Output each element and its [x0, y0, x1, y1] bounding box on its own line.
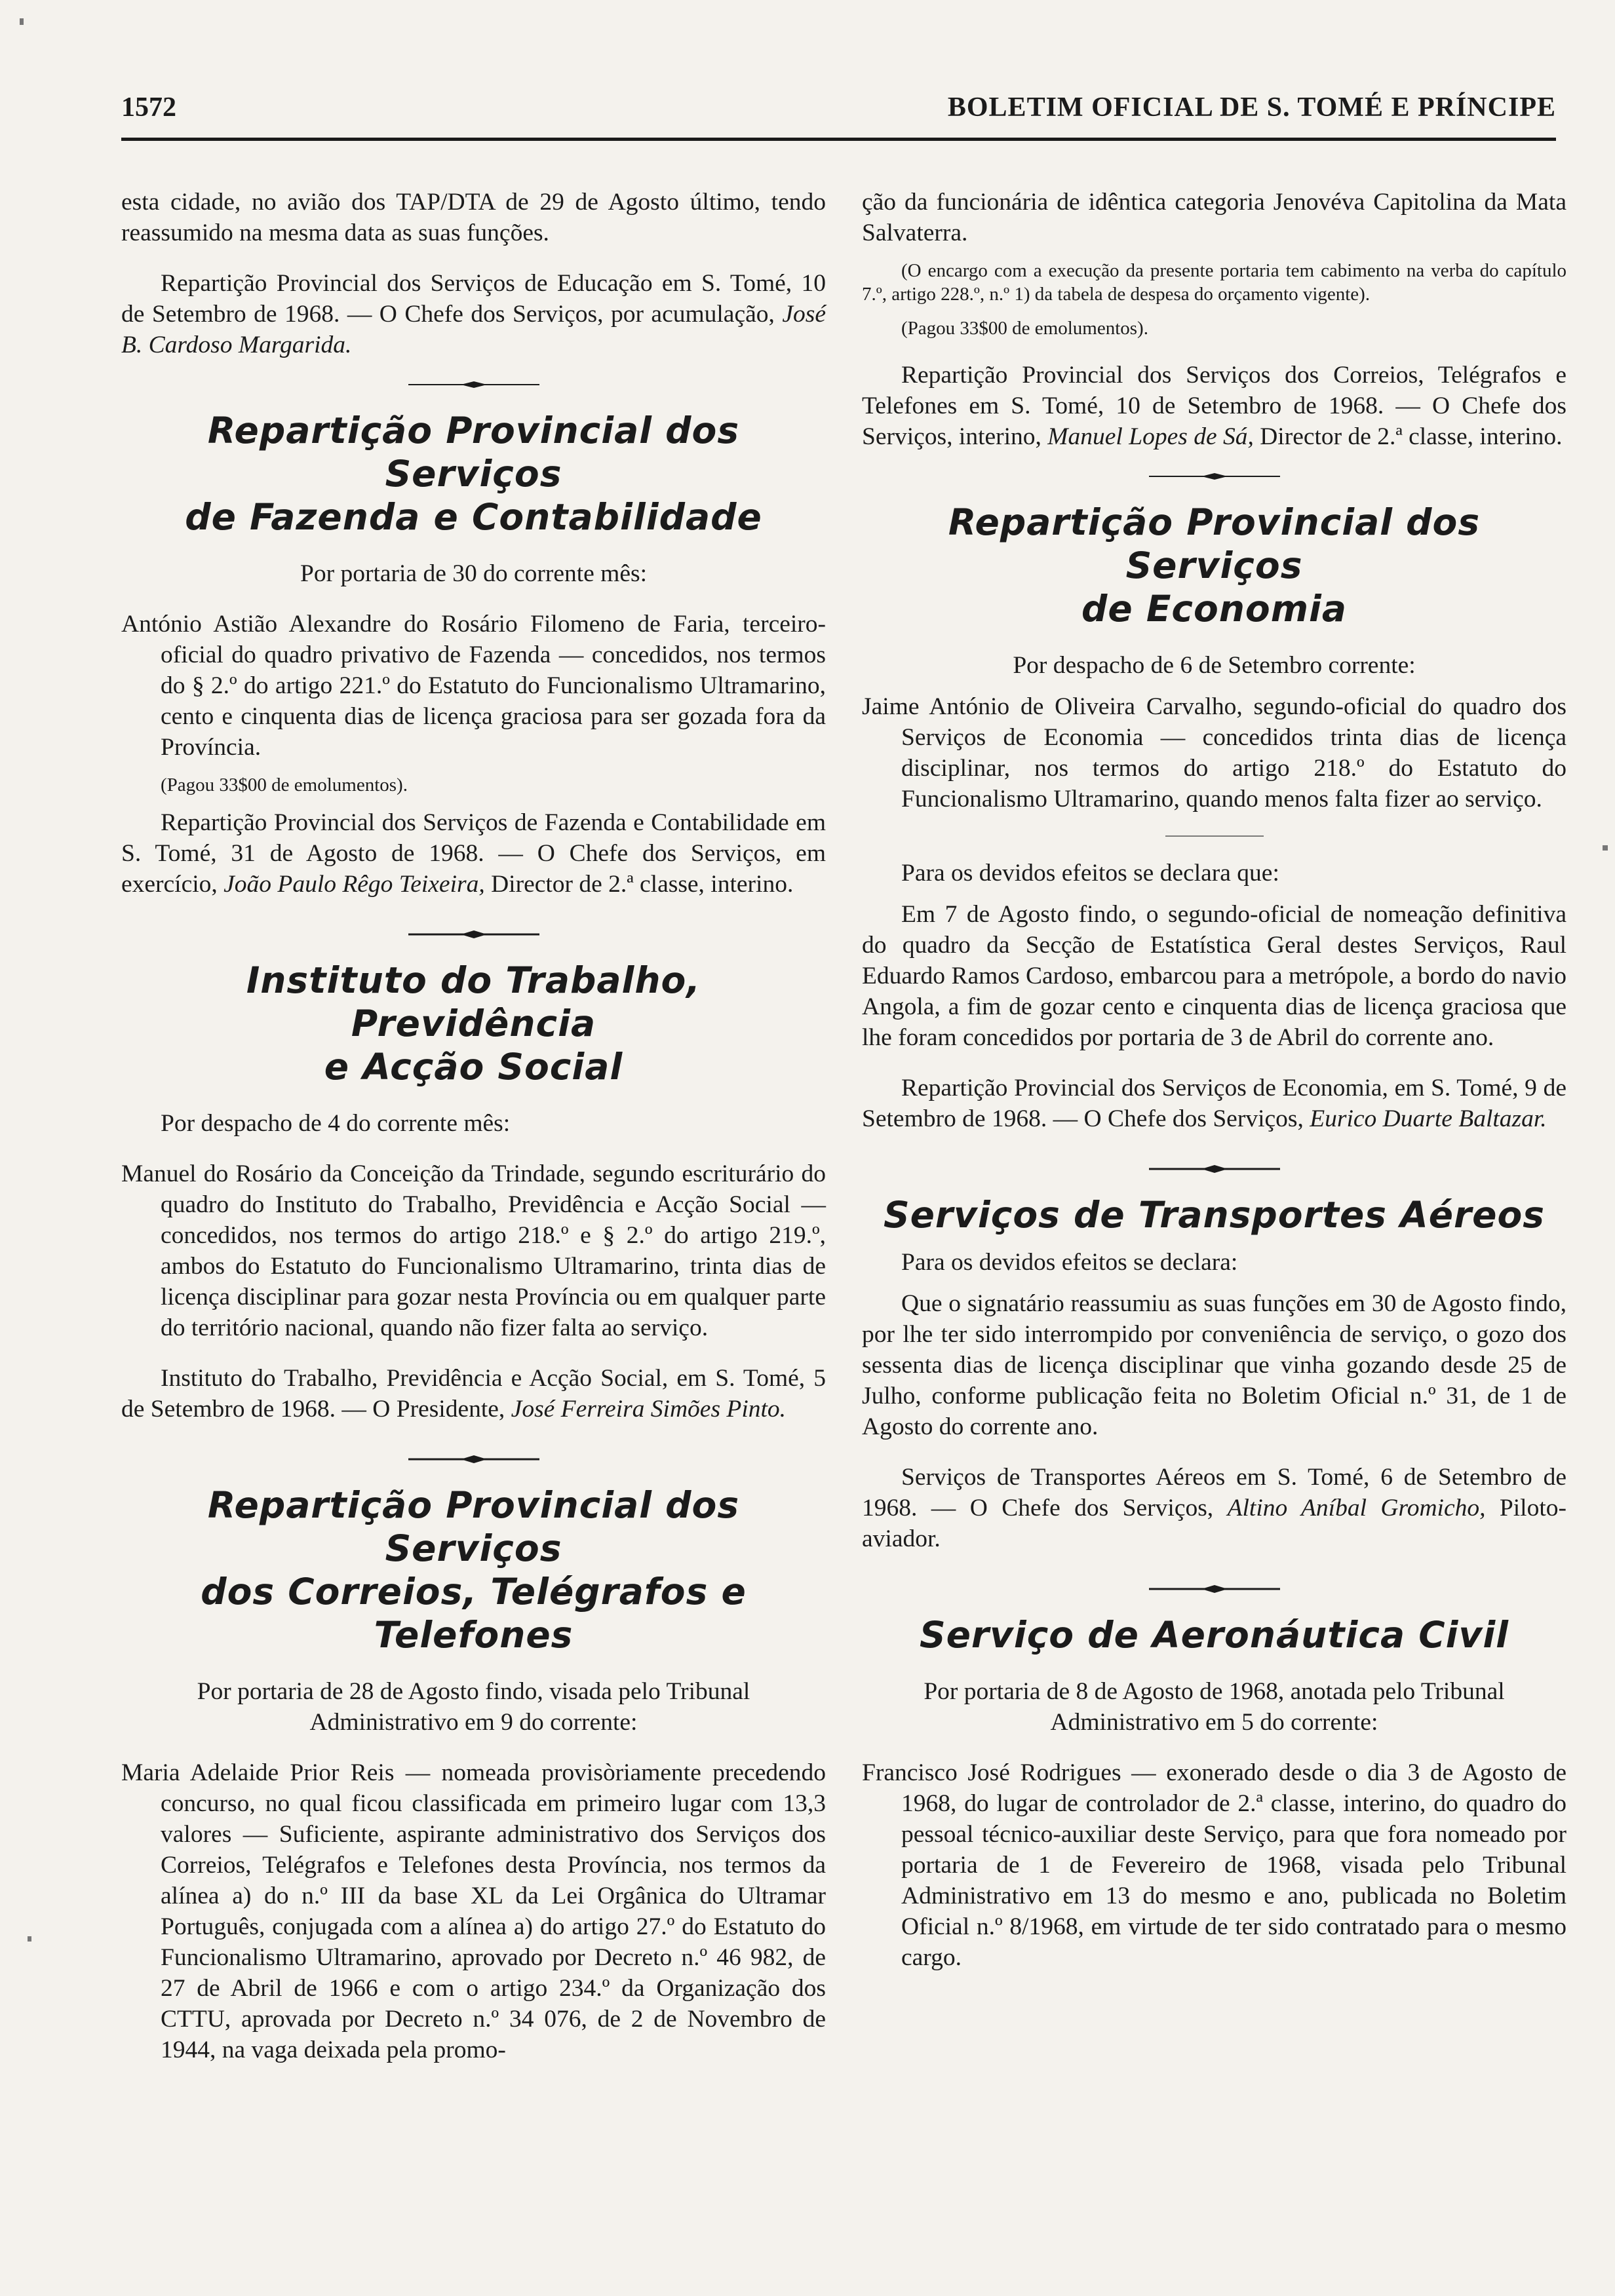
signature-name: João Paulo Rêgo Teixeira, [224, 871, 485, 898]
scan-speck [28, 1936, 31, 1942]
section-heading-transportes: Serviços de Transportes Aéreos [883, 1194, 1546, 1236]
heading-line: e Acção Social [324, 1046, 623, 1088]
dispatch-item: Manuel do Rosário da Conceição da Trindade, segundo escriturário do quadro do Instituto do Trabalho, Previdência e Acção Social — concedidos, nos termos do artigo 218.º e § 2.º do artigo 219.º, ambos do Estatuto do Funcionalismo Ultramarino, trinta dias de licença disciplinar para gozar nesta Província ou em qualquer parte do território nacional, quando não fizer falta ao serviço. [121, 1160, 826, 1341]
dispatch-item: Francisco José Rodrigues — exonerado desde o dia 3 de Agosto de 1968, do lugar de controlador de 2.ª classe, interino, do quadro do pessoal técnico-auxiliar deste Serviço, para que fora nomeado por portaria de 1 de Fevereiro de 1968, visada pelo Tribunal Administrativo em 13 do mesmo e ano, publicada no Boletim Oficial n.º 8/1968, em virtude de ter sido contratado para o mesmo cargo. [862, 1759, 1566, 1971]
signature-paragraph [121, 807, 826, 900]
signature-tail: Director de 2.ª classe, interino. [491, 871, 794, 898]
scan-speck [1603, 845, 1608, 851]
section-heading-economia [862, 501, 1566, 630]
signature-paragraph [862, 360, 1566, 452]
section-separator [408, 930, 539, 939]
heading-line: dos Correios, Telégrafos e Telefones [201, 1571, 747, 1656]
running-title: BOLETIM OFICIAL DE S. TOMÉ E PRÍNCIPE [947, 92, 1556, 123]
section-separator [1149, 1584, 1280, 1594]
signature-text: Instituto do Trabalho, Previdência e Acção Social, em S. Tomé, 5 de Setembro de 1968. — O Presidente, [121, 1365, 826, 1423]
heading-line: de Economia [1081, 588, 1347, 630]
dispatch-item: António Astião Alexandre do Rosário Filomeno de Faria, terceiro-oficial do quadro privativo de Fazenda — concedidos, nos termos do § 2.º do artigo 221.º do Estatuto do Funcionalismo Ultramarino, cento e cinquenta dias de licença graciosa para ser gozada fora da Província. [121, 611, 826, 761]
page-header [121, 92, 1556, 144]
signature-text: Serviços de Transportes Aéreos em S. Tomé, 6 de Setembro de 1968. — O Chefe dos Serviços, [862, 1464, 1566, 1521]
dispatch-item: Maria Adelaide Prior Reis — nomeada provisòriamente precedendo concurso, no qual ficou classificada em primeiro lugar com 13,3 valores — Suficiente, aspirante administrativo dos Serviços dos Correios, Telégrafos e Telefones desta Província, nos termos da alínea a) do n.º III da base XL da Lei Orgânica do Ultramar Português, conjugada com a alínea a) do artigo 27.º do Estatuto do Funcionalismo Ultramarino, aprovado por Decreto n.º 46 982, de 27 de Abril de 1966 e com o artigo 234.º da Organização dos CTTU, aprovada por Decreto n.º 34 076, de 2 de Novembro de 1944, na vaga deixada pela promo- [121, 1759, 826, 2063]
section-intro: Por portaria de 30 do corrente mês: [300, 560, 647, 587]
signature-text: Repartição Provincial dos Serviços de Economia, em S. Tomé, 9 de Setembro de 1968. — O Chefe dos Serviços, [862, 1075, 1566, 1132]
signature-paragraph [121, 268, 826, 360]
section-intro: Para os devidos efeitos se declara: [901, 1249, 1238, 1276]
section-heading-aeronautica: Serviço de Aeronáutica Civil [919, 1614, 1509, 1656]
signature-paragraph [121, 1363, 826, 1425]
signature-tail: Director de 2.ª classe, interino. [1260, 423, 1563, 450]
fee-note: (Pagou 33$00 de emolumentos). [901, 318, 1148, 339]
section-intro: Por portaria de 8 de Agosto de 1968, anotada pelo Tribunal Administrativo em 5 do corrente: [924, 1678, 1505, 1736]
heading-line: Repartição Provincial dos Serviços [207, 1484, 740, 1569]
signature-name: Manuel Lopes de Sá, [1047, 423, 1254, 450]
fee-note: (Pagou 33$00 de emolumentos). [161, 775, 408, 795]
continued-paragraph: ção da funcionária de idêntica categoria Jenovéva Capitolina da Mata Salvaterra. [862, 189, 1566, 246]
section-separator [1149, 472, 1280, 481]
signature-name: Altino Aníbal Gromicho, [1227, 1495, 1486, 1521]
declaration-body: Que o signatário reassumiu as suas funções em 30 de Agosto findo, por lhe ter sido interrompido por conveniência de serviço, o gozo dos sessenta dias de licença disciplinar que vinha gozando desde 25 de Julho, conforme publicação feita no Boletim Oficial n.º 31, de 1 de Agosto do corrente ano. [862, 1290, 1566, 1440]
signature-paragraph [862, 1073, 1566, 1134]
declaration-body: Em 7 de Agosto findo, o segundo-oficial de nomeação definitiva do quadro da Secção de Estatística Geral destes Serviços, Raul Eduardo Ramos Cardoso, embarcou para a metrópole, a bordo do navio Angola, a fim de gozar cento e cinquenta dias de licença graciosa que lhe foram concedidos por portaria de 3 de Abril do corrente ano. [862, 901, 1566, 1051]
section-heading-trabalho [121, 959, 826, 1088]
section-separator [408, 380, 539, 389]
heading-line: Repartição Provincial dos Serviços [207, 410, 740, 495]
left-column [121, 187, 826, 2065]
budget-note: (O encargo com a execução da presente portaria tem cabimento na verba do capítulo 7.º, artigo 228.º, n.º 1) da tabela de despesa do orçamento vigente). [862, 260, 1566, 305]
signature-text: Repartição Provincial dos Serviços de Fazenda e Contabilidade em S. Tomé, 31 de Agosto de 1968. — O Chefe dos Serviços, em exercício, [121, 809, 826, 898]
signature-text: Repartição Provincial dos Serviços dos Correios, Telégrafos e Telefones em S. Tomé, 10 de Setembro de 1968. — O Chefe dos Serviços, interino, [862, 362, 1566, 450]
section-separator [1149, 1164, 1280, 1174]
heading-line: de Fazenda e Contabilidade [185, 496, 762, 538]
scan-speck [20, 18, 24, 25]
signature-tail: Piloto-aviador. [862, 1495, 1567, 1552]
section-heading-correios [121, 1483, 826, 1656]
heading-line: Repartição Provincial dos Serviços [948, 501, 1481, 586]
signature-text: Repartição Provincial dos Serviços de Educação em S. Tomé, 10 de Setembro de 1968. — O Chefe dos Serviços, por acumulação, [121, 270, 826, 328]
signature-paragraph [862, 1462, 1566, 1554]
section-separator [408, 1455, 539, 1464]
section-intro: Por despacho de 6 de Setembro corrente: [1013, 652, 1416, 679]
signature-name: José Ferreira Simões Pinto. [511, 1396, 787, 1423]
signature-name: Eurico Duarte Baltazar. [1310, 1105, 1547, 1132]
page-number: 1572 [121, 92, 176, 123]
declaration-intro: Para os devidos efeitos se declara que: [901, 860, 1279, 887]
dispatch-item: Jaime António de Oliveira Carvalho, segundo-oficial do quadro dos Serviços de Economia — concedidos trinta dias de licença disciplinar, nos termos do artigo 218.º do Estatuto do Funcionalismo Ultramarino, quando menos falta fizer ao serviço. [862, 693, 1566, 813]
right-column [862, 187, 1566, 1973]
signature-name: José B. Cardoso Margarida. [121, 301, 826, 358]
section-intro: Por despacho de 4 do corrente mês: [161, 1110, 511, 1137]
section-intro: Por portaria de 28 de Agosto findo, visada pelo Tribunal Administrativo em 9 do corrente: [197, 1678, 750, 1736]
section-heading-fazenda [121, 409, 826, 539]
heading-line: Instituto do Trabalho, Previdência [246, 959, 701, 1044]
continued-paragraph: esta cidade, no avião dos TAP/DTA de 29 de Agosto último, tendo reassumido na mesma data as suas funções. [121, 189, 826, 246]
header-rule [121, 138, 1556, 141]
